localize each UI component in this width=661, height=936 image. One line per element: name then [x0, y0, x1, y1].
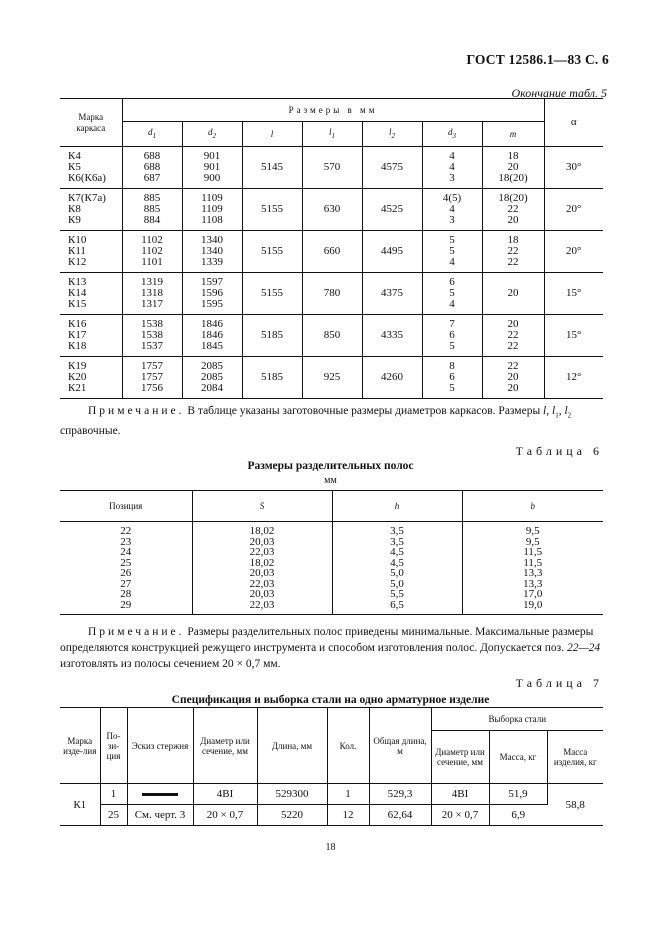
table5-value: 1317 [141, 298, 163, 310]
table5-cell-l: 5145 [242, 147, 302, 189]
table5-value: 22 [507, 360, 519, 372]
t7-diam-header: Диаметр или сечение, мм [193, 708, 257, 784]
page-header: ГОСТ 12586.1—83 С. 6 [466, 52, 609, 67]
table7-title: Спецификация и выборка стали на одно арматурное изделие [171, 694, 490, 706]
table5-value: 1102 [141, 234, 163, 246]
table5-cell-d3 [422, 315, 482, 357]
t7-sel-mass-header: Масса, кг [489, 731, 547, 784]
table5-value [483, 299, 544, 310]
table5-value: 20 [507, 382, 519, 394]
table5-value: К13 [68, 276, 87, 288]
table5-value: К12 [68, 256, 87, 268]
table6-value: 24 [120, 546, 132, 558]
table5-cell-marks [60, 231, 122, 273]
table6-value: 23 [120, 535, 132, 548]
t7-pos: 25 [100, 805, 127, 826]
table5-value: 6 [449, 276, 455, 288]
table5-cell-d1 [122, 273, 182, 315]
table6-value: 29 [120, 598, 132, 611]
table5-cell-alpha: 15° [544, 273, 603, 315]
table5-cell-d2 [182, 231, 242, 273]
table5-value: 4 [449, 256, 455, 268]
table5-value: К18 [68, 340, 87, 352]
table5-continuation: Окончание табл. 5 [511, 86, 607, 100]
table5-value: 5 [449, 340, 455, 352]
table5-value: 4(5) [442, 192, 462, 204]
table5-cell-d1 [122, 315, 182, 357]
table5-cell-m [482, 189, 544, 231]
t7-sel-diam: 4ВI [431, 784, 489, 805]
table5-value: 2085 [201, 371, 223, 383]
table5-cell-alpha: 20° [544, 231, 603, 273]
table5-value: 1846 [201, 329, 223, 341]
table5-value: 1846 [201, 318, 223, 330]
sizes-header: Размеры в мм [122, 99, 544, 122]
table6-caption: Таблица 6 [515, 444, 603, 458]
table5-group-row [60, 273, 603, 315]
table5-value: 4 [449, 150, 455, 162]
table5-cell-l: 5155 [242, 189, 302, 231]
table6-value: 17,0 [523, 588, 543, 600]
t7-qty-header: Кол. [327, 708, 369, 784]
table5-value: К9 [68, 214, 81, 226]
table5-value: 688 [143, 150, 161, 162]
table5-value: 20 [507, 287, 519, 299]
table5-cell-marks [60, 315, 122, 357]
table5-value: 4 [449, 161, 455, 173]
t7-diam: 20 × 0,7 [193, 805, 257, 826]
table6-column-cell [192, 522, 332, 615]
table6-value: 22,03 [249, 598, 275, 611]
t7-length: 529300 [257, 784, 327, 805]
table5-value: К11 [68, 245, 86, 257]
table6-column-cell [60, 522, 192, 615]
table5-value: 22 [507, 203, 519, 215]
table6-note: Примечание. Размеры разделительных полос приведены минимальные. Максимальные размеры определяются конструкцией режущего инструмента и способом изготовления полос. Допускается поз. 22—24 изготовлять из полосы сечением 20 × 0,7 мм. [60, 626, 601, 670]
table5-cell-marks [60, 273, 122, 315]
table5-value: 1102 [141, 245, 163, 257]
t7-length-header: Длина, мм [257, 708, 327, 784]
table5-value: 687 [143, 172, 161, 184]
table5-value: 2085 [201, 360, 223, 372]
table5-value: 5 [449, 234, 455, 246]
t7-item-mass: 58,8 [547, 784, 603, 826]
t7-qty: 12 [327, 805, 369, 826]
table5-cell-d3 [422, 147, 482, 189]
table5-value: 8 [449, 360, 455, 372]
table5-group-row [60, 189, 603, 231]
table5-value: 1101 [141, 256, 163, 268]
table5-cell-d2 [182, 357, 242, 399]
t7-sketch-bar [127, 784, 193, 805]
table6-value: 26 [120, 567, 132, 579]
table5-value: 20 [507, 371, 519, 383]
page-number: 18 [325, 842, 336, 853]
table5-cell-l1: 660 [302, 231, 362, 273]
t7-sel-mass: 51,9 [489, 784, 547, 805]
table5-value: 1597 [201, 276, 223, 288]
table7-caption: Таблица 7 [515, 676, 603, 690]
table6-value: 9,5 [525, 535, 540, 548]
table6-value: 18,02 [249, 556, 275, 569]
table6-body-row [60, 522, 603, 615]
table5-cell-d1 [122, 357, 182, 399]
table5-group-row [60, 231, 603, 273]
table6-value: 3,5 [390, 535, 404, 548]
table5-cell-alpha: 15° [544, 315, 603, 357]
table5-cell-l2: 4260 [362, 357, 422, 399]
table5-value: 1339 [201, 256, 223, 268]
table5-cell-marks [60, 147, 122, 189]
table5-value: 7 [449, 318, 455, 330]
table5-value: К8 [68, 203, 81, 215]
table6-value: 6,5 [390, 598, 404, 611]
table5-value: К7(К7а) [68, 192, 106, 204]
table5-value: 1108 [201, 214, 223, 226]
table5-cell-marks [60, 357, 122, 399]
col-d1: $d_1$ [122, 122, 182, 147]
table5-value: К15 [68, 298, 87, 310]
table5-cell-l2: 4575 [362, 147, 422, 189]
t7-sel-diam: 20 × 0,7 [431, 805, 489, 826]
table5-cell-d2 [182, 189, 242, 231]
table5-value: 2084 [201, 382, 223, 394]
col-l: l [242, 122, 302, 147]
table5-value: К19 [68, 360, 87, 372]
table5-cell-m [482, 357, 544, 399]
table5-value: 20 [507, 161, 519, 173]
table5-value: 1595 [201, 298, 223, 310]
alpha-header: α [544, 99, 603, 147]
table5-value: К10 [68, 234, 87, 246]
t7-length: 5220 [257, 805, 327, 826]
table5-value: 22 [507, 329, 519, 341]
table6-value: 4,5 [390, 546, 404, 558]
table5-cell-d2 [182, 273, 242, 315]
table6-value: 11,5 [523, 556, 543, 569]
table5-cell-d3 [422, 189, 482, 231]
table5-value: 1109 [201, 203, 223, 215]
table5-value: 1537 [141, 340, 163, 352]
table6-value: 20,03 [249, 588, 275, 600]
t7-mark-cell: К1 [60, 784, 100, 826]
table6-value: 19,0 [523, 598, 543, 611]
table5-value: 884 [143, 214, 161, 226]
table5-cell-l2: 4525 [362, 189, 422, 231]
table6-column-cell [332, 522, 462, 615]
table6-header: S [192, 491, 332, 522]
col-m: m [482, 122, 544, 147]
table6-value: 28 [120, 588, 132, 600]
table5-value: 1109 [201, 192, 223, 204]
table6-value: 11,5 [523, 546, 543, 558]
table5-value: 22 [507, 256, 519, 268]
table5-value: 1340 [201, 245, 223, 257]
table5 [60, 98, 603, 399]
table6-value: 25 [120, 556, 132, 569]
table5-value: К14 [68, 287, 87, 299]
table5-value: 1538 [141, 329, 163, 341]
table5-value: К6(К6а) [68, 172, 106, 184]
table5-value: 20 [507, 318, 519, 330]
table5-cell-d1 [122, 189, 182, 231]
table5-value: 885 [143, 192, 161, 204]
table5-group-row [60, 357, 603, 399]
table6-unit: мм [324, 475, 337, 486]
table5-cell-l: 5155 [242, 231, 302, 273]
t7-sketch-header: Эскиз стержня [127, 708, 193, 784]
table5-value: 1756 [141, 382, 163, 394]
t7-sel-diam-header: Диаметр или сечение, мм [431, 731, 489, 784]
col-l1: $l_1$ [302, 122, 362, 147]
table6-column-cell [462, 522, 603, 615]
table5-value: 1596 [201, 287, 223, 299]
t7-pos-header: По-зи-ция [100, 708, 127, 784]
table5-value: 5 [449, 382, 455, 394]
table5-value: К16 [68, 318, 87, 330]
table5-value: 1319 [141, 276, 163, 288]
rod-sketch-icon [142, 793, 178, 796]
table5-value: 885 [143, 203, 161, 215]
table5-cell-alpha: 12° [544, 357, 603, 399]
t7-qty: 1 [327, 784, 369, 805]
t7-selection-header: Выборка стали [431, 708, 603, 731]
table6-value: 13,3 [523, 567, 543, 579]
table5-value: 18 [507, 234, 519, 246]
table5-cell-m [482, 315, 544, 357]
table5-cell-l1: 630 [302, 189, 362, 231]
table5-value: 20 [507, 214, 519, 226]
table6-value: 9,5 [525, 525, 540, 537]
t7-total-length: 62,64 [369, 805, 431, 826]
table5-value: 18(20) [498, 192, 528, 204]
col-l2: $l_2$ [362, 122, 422, 147]
table5-cell-d3 [422, 231, 482, 273]
table5-cell-l1: 850 [302, 315, 362, 357]
table5-value: К4 [68, 150, 81, 162]
table5-cell-l1: 780 [302, 273, 362, 315]
table7 [60, 707, 603, 826]
table5-value: 3 [449, 172, 455, 184]
table5-value: 6 [449, 371, 455, 383]
table6-value: 22,03 [249, 546, 275, 558]
table5-value: 1538 [141, 318, 163, 330]
table5-value: 1318 [141, 287, 163, 299]
t7-total-length: 529,3 [369, 784, 431, 805]
table5-value: К20 [68, 371, 87, 383]
table5-cell-m [482, 273, 544, 315]
table6-header: Позиция [60, 491, 192, 522]
table5-cell-l: 5155 [242, 273, 302, 315]
table5-cell-alpha: 20° [544, 189, 603, 231]
table5-value: К21 [68, 382, 87, 394]
t7-pos: 1 [100, 784, 127, 805]
table5-cell-d3 [422, 273, 482, 315]
table5-value: 5 [449, 287, 455, 299]
table5-value: 901 [203, 161, 221, 173]
col-d2: $d_2$ [182, 122, 242, 147]
table5-value: 22 [507, 245, 519, 257]
table5-value: 4 [449, 203, 455, 215]
table5-cell-d3 [422, 357, 482, 399]
table5-cell-l2: 4375 [362, 273, 422, 315]
table5-cell-l1: 570 [302, 147, 362, 189]
table5-cell-l: 5185 [242, 315, 302, 357]
mark-header: Марка каркаса [60, 99, 122, 147]
table5-cell-marks [60, 189, 122, 231]
table5-value: 6 [449, 329, 455, 341]
table5-value: 1757 [141, 371, 163, 383]
table5-value: 901 [203, 150, 221, 162]
table5-cell-l2: 4495 [362, 231, 422, 273]
t7-sketch: См. черт. 3 [127, 805, 193, 826]
table6-value: 20,03 [249, 535, 275, 548]
table5-value: 1845 [201, 340, 223, 352]
col-d3: $d_3$ [422, 122, 482, 147]
table6-value: 18,02 [249, 525, 275, 537]
table6-value: 5,5 [390, 588, 404, 600]
table6-header: b [462, 491, 603, 522]
table5-cell-d1 [122, 231, 182, 273]
table5-note: Примечание. В таблице указаны заготовочные размеры диаметров каркасов. Размеры l, $l_1$, $l_2$ справочные. [60, 405, 572, 438]
table6-value: 4,5 [390, 556, 404, 569]
table5-cell-l1: 925 [302, 357, 362, 399]
table5-value: 1757 [141, 360, 163, 372]
table5-value: 22 [507, 340, 519, 352]
table5-cell-d2 [182, 315, 242, 357]
table6-value: 5,0 [390, 577, 404, 590]
table5-value: 900 [203, 172, 221, 184]
table5-cell-l: 5185 [242, 357, 302, 399]
table6-value: 20,03 [249, 567, 275, 579]
table5-value: 3 [449, 214, 455, 226]
table5-value: 5 [449, 245, 455, 257]
t7-diam: 4ВI [193, 784, 257, 805]
table5-cell-m [482, 147, 544, 189]
table6-value: 22 [120, 525, 132, 537]
table5-cell-alpha: 30° [544, 147, 603, 189]
t7-item-mass-header: Масса изделия, кг [547, 731, 603, 784]
t7-sel-mass: 6,9 [489, 805, 547, 826]
table5-value: 18(20) [498, 172, 528, 184]
table5-group-row [60, 315, 603, 357]
table5-cell-m [482, 231, 544, 273]
table5-value: 18 [507, 150, 519, 162]
t7-total-length-header: Общая длина, м [369, 708, 431, 784]
table6-title: Размеры разделительных полос [247, 460, 414, 472]
table5-value: 4 [449, 298, 455, 310]
table6-value: 3,5 [390, 525, 404, 537]
table6-value: 13,3 [523, 577, 543, 590]
table5-value: К5 [68, 161, 81, 173]
table6-value: 5,0 [390, 567, 404, 579]
table6 [60, 490, 603, 615]
table6-value: 22,03 [249, 577, 275, 590]
table6-header: h [332, 491, 462, 522]
t7-mark-header: Марка изде-лия [60, 708, 100, 784]
table5-value: 1340 [201, 234, 223, 246]
table5-value: К17 [68, 329, 87, 341]
table5-cell-d2 [182, 147, 242, 189]
table5-group-row [60, 147, 603, 189]
table5-value: 688 [143, 161, 161, 173]
table5-cell-l2: 4335 [362, 315, 422, 357]
table6-value: 27 [120, 577, 132, 590]
table5-cell-d1 [122, 147, 182, 189]
